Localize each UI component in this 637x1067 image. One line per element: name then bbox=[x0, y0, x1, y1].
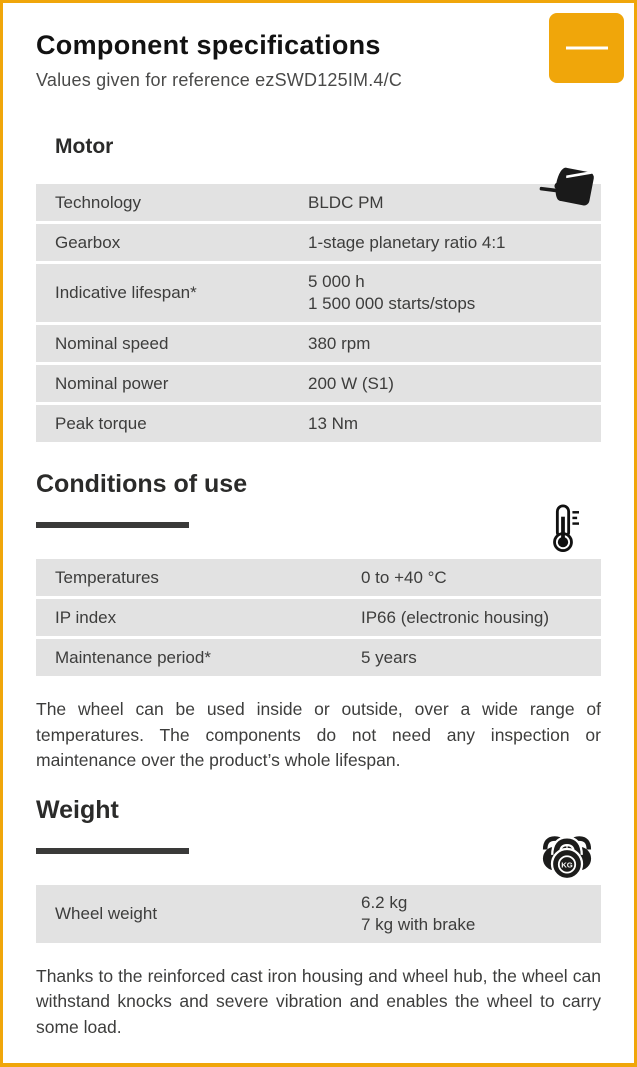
heading-underline-bar bbox=[36, 522, 189, 528]
motor-spec-table bbox=[36, 184, 601, 442]
table-row bbox=[36, 184, 601, 221]
table-row bbox=[36, 365, 601, 402]
spec-value: 200 W (S1) bbox=[308, 373, 394, 393]
spec-value bbox=[308, 271, 591, 315]
collapse-section-button[interactable] bbox=[549, 13, 624, 83]
spec-label: Peak torque bbox=[55, 413, 147, 433]
spec-label: Gearbox bbox=[55, 232, 121, 252]
table-row bbox=[36, 639, 601, 676]
spec-label: IP index bbox=[55, 607, 117, 627]
page-title: Component specifications bbox=[36, 30, 381, 60]
motor-section bbox=[36, 134, 601, 442]
spec-label: Temperatures bbox=[55, 567, 159, 587]
minus-icon bbox=[566, 47, 608, 50]
motor-heading: Motor bbox=[55, 135, 114, 158]
spec-value-line-2: 1 500 000 starts/stops bbox=[308, 294, 476, 313]
spec-value-line-1: 5 000 h bbox=[308, 272, 365, 291]
conditions-paragraph: The wheel can be used inside or outside, over a wide range of temperatures. The components do not need any inspection or maintenance over the product’s whole lifespan. bbox=[36, 699, 601, 770]
weight-section bbox=[36, 795, 601, 1041]
table-row bbox=[36, 599, 601, 636]
spec-value: 0 to +40 °C bbox=[361, 567, 447, 587]
table-row bbox=[36, 325, 601, 362]
conditions-spec-table bbox=[36, 559, 601, 676]
spec-value: IP66 (electronic housing) bbox=[361, 607, 550, 627]
spec-label: Nominal power bbox=[55, 373, 169, 393]
weight-heading: Weight bbox=[36, 795, 119, 824]
heading-underline-bar bbox=[36, 848, 189, 854]
spec-value-line-1: 6.2 kg bbox=[361, 892, 408, 912]
thermometer-icon bbox=[547, 503, 579, 553]
kg-icon-label: KG bbox=[561, 860, 573, 870]
reference-subtitle: Values given for reference ezSWD125IM.4/C bbox=[36, 70, 403, 90]
table-row bbox=[36, 224, 601, 261]
table-row bbox=[36, 405, 601, 442]
spec-label: Indicative lifespan* bbox=[55, 283, 197, 302]
spec-value: 13 Nm bbox=[308, 413, 359, 433]
table-row bbox=[36, 264, 601, 322]
spec-value: 1-stage planetary ratio 4:1 bbox=[308, 232, 506, 252]
spec-label: Maintenance period* bbox=[55, 647, 211, 667]
spec-value: BLDC PM bbox=[308, 192, 384, 212]
spec-value: 5 years bbox=[361, 647, 417, 667]
motor-icon bbox=[537, 164, 599, 210]
weight-spec-table bbox=[36, 885, 601, 943]
table-row bbox=[36, 885, 601, 943]
conditions-heading: Conditions of use bbox=[36, 470, 248, 498]
spec-value-line-2: 7 kg with brake bbox=[361, 914, 476, 934]
spec-label: Nominal speed bbox=[55, 333, 169, 353]
conditions-of-use-section bbox=[36, 469, 601, 774]
spec-value bbox=[361, 892, 591, 936]
weight-paragraph: Thanks to the reinforced cast iron housing and wheel hub, the wheel can withstand knocks and severe vibration and enables the wheel to carry some load. bbox=[36, 965, 601, 1037]
table-row bbox=[36, 559, 601, 596]
spec-label: Wheel weight bbox=[55, 903, 158, 923]
spec-value: 380 rpm bbox=[308, 333, 371, 353]
spec-label: Technology bbox=[55, 192, 142, 212]
kettlebell-kg-icon bbox=[537, 827, 597, 881]
